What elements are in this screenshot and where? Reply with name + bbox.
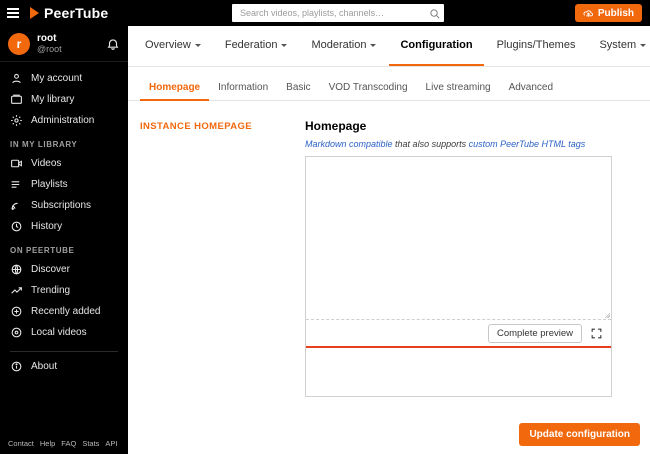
- avatar: r: [8, 33, 30, 55]
- admin-nav-tabs: [128, 26, 650, 67]
- subtab-homepage[interactable]: Homepage: [140, 82, 209, 101]
- upload-cloud-icon: [583, 8, 594, 19]
- publish-label: Publish: [597, 7, 634, 19]
- tab-moderation[interactable]: [300, 26, 387, 66]
- tab-overview[interactable]: [134, 26, 212, 66]
- footer-link-faq[interactable]: FAQ: [61, 439, 77, 448]
- right-column: [305, 119, 638, 454]
- user-icon: [10, 72, 23, 85]
- chevron-down-icon: [640, 44, 646, 47]
- tab-federation[interactable]: [214, 26, 299, 66]
- sidebar-item-recently-added[interactable]: [0, 301, 128, 322]
- globe-icon: [10, 263, 23, 276]
- subscriptions-icon: [10, 199, 23, 212]
- fullscreen-icon[interactable]: [590, 327, 603, 340]
- chevron-down-icon: [195, 44, 201, 47]
- publish-button[interactable]: [575, 4, 642, 22]
- subtab-basic[interactable]: Basic: [286, 82, 311, 93]
- main-content: [128, 26, 650, 454]
- tab-label: Overview: [145, 39, 191, 51]
- top-bar: [0, 0, 650, 26]
- location-icon: [10, 326, 23, 339]
- markdown-compatible-link[interactable]: Markdown compatible: [305, 139, 393, 149]
- account-text: [37, 33, 99, 55]
- sidebar-section-peertube: ON PEERTUBE: [10, 246, 75, 255]
- section-label-instance-homepage: INSTANCE HOMEPAGE: [140, 121, 253, 132]
- hamburger-icon[interactable]: [0, 0, 26, 26]
- playlist-icon: [10, 178, 23, 191]
- left-column: [140, 119, 305, 454]
- markdown-hint: [305, 139, 612, 149]
- sidebar-item-label: My library: [31, 94, 75, 105]
- sidebar: [0, 26, 128, 454]
- homepage-textarea[interactable]: [306, 157, 611, 319]
- tab-label: Plugins/Themes: [496, 39, 576, 51]
- footer-link-stats[interactable]: Stats: [82, 439, 100, 448]
- update-configuration-button[interactable]: Update configuration: [519, 423, 640, 446]
- tab-system[interactable]: [588, 26, 650, 66]
- tab-label: System: [599, 39, 637, 51]
- account-block[interactable]: [0, 26, 128, 62]
- chevron-down-icon: [281, 44, 287, 47]
- markdown-editor: [305, 156, 612, 397]
- markdown-preview-area: [306, 346, 611, 396]
- sidebar-item-history[interactable]: [0, 216, 128, 237]
- sidebar-item-label: Trending: [31, 285, 71, 296]
- subtab-information[interactable]: Information: [218, 82, 269, 93]
- sidebar-item-subscriptions[interactable]: [0, 195, 128, 216]
- tab-label: Moderation: [311, 39, 367, 51]
- sidebar-item-label: Playlists: [31, 179, 68, 190]
- sidebar-item-label: Recently added: [31, 306, 101, 317]
- bell-icon[interactable]: [106, 37, 120, 51]
- chevron-down-icon: [370, 44, 376, 47]
- tab-label: Federation: [224, 39, 278, 51]
- subtab-advanced[interactable]: Advanced: [508, 82, 554, 93]
- peertube-logo-icon: [30, 7, 39, 19]
- search-bar[interactable]: [232, 4, 444, 22]
- footer-link-api[interactable]: API: [105, 439, 118, 448]
- trending-icon: [10, 284, 23, 297]
- brand-label: PeerTube: [44, 5, 109, 21]
- sidebar-menu: [0, 62, 128, 377]
- brand[interactable]: [30, 5, 108, 21]
- account-name: root: [37, 32, 57, 44]
- account-handle: @root: [37, 44, 62, 55]
- library-icon: [10, 93, 23, 106]
- sidebar-footer-links: [0, 439, 128, 454]
- complete-preview-button[interactable]: Complete preview: [488, 324, 582, 343]
- search-input[interactable]: [238, 7, 429, 19]
- sidebar-item-label: My account: [31, 73, 83, 84]
- sidebar-section-library: IN MY LIBRARY: [10, 140, 78, 149]
- hint-middle: that also supports: [392, 139, 469, 149]
- editor-toolbar: [306, 319, 611, 346]
- panel-title: Homepage: [305, 119, 367, 133]
- search-icon[interactable]: [429, 8, 440, 19]
- subtab-vod-transcoding[interactable]: VOD Transcoding: [328, 82, 408, 93]
- video-icon: [10, 157, 23, 170]
- sidebar-item-my-library[interactable]: [0, 89, 128, 110]
- info-icon: [10, 360, 23, 373]
- configuration-sub-tabs: [128, 75, 650, 101]
- sidebar-item-label: Local videos: [31, 327, 87, 338]
- sidebar-item-label: Administration: [31, 115, 95, 126]
- body: [0, 26, 650, 454]
- sidebar-item-local-videos[interactable]: [0, 322, 128, 343]
- plus-circle-icon: [10, 305, 23, 318]
- custom-html-tags-link[interactable]: custom PeerTube HTML tags: [468, 139, 586, 149]
- sidebar-item-videos[interactable]: [0, 153, 128, 174]
- sidebar-item-label: Discover: [31, 264, 70, 275]
- sidebar-item-playlists[interactable]: [0, 174, 128, 195]
- sidebar-item-discover[interactable]: [0, 259, 128, 280]
- tab-configuration[interactable]: [389, 26, 483, 66]
- subtab-live-streaming[interactable]: Live streaming: [425, 82, 491, 93]
- history-icon: [10, 220, 23, 233]
- sidebar-item-about[interactable]: [0, 356, 128, 377]
- sidebar-item-administration[interactable]: [0, 110, 128, 131]
- tab-plugins-themes[interactable]: [486, 26, 587, 66]
- sidebar-divider: [10, 351, 118, 352]
- sidebar-item-trending[interactable]: [0, 280, 128, 301]
- sidebar-item-label: Videos: [31, 158, 62, 169]
- footer-link-help[interactable]: Help: [39, 439, 56, 448]
- sidebar-item-label: About: [31, 361, 58, 372]
- tab-label: Configuration: [400, 39, 473, 51]
- footer-link-contact[interactable]: Contact: [8, 439, 34, 448]
- sidebar-item-label: Subscriptions: [31, 200, 92, 211]
- sidebar-item-label: History: [31, 221, 63, 232]
- cog-icon: [10, 114, 23, 127]
- sidebar-item-my-account[interactable]: [0, 68, 128, 89]
- configuration-content: [128, 101, 650, 454]
